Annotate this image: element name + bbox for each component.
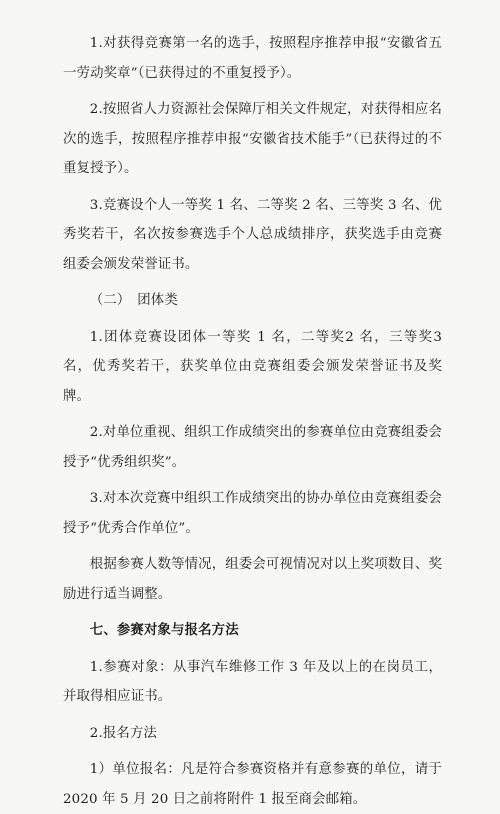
section-heading-team: （二） 团体类 bbox=[89, 293, 178, 308]
paragraph-participants: 1.参赛对象：从事汽车维修工作 3 年及以上的在岗员工，并取得相应证书。 bbox=[63, 659, 442, 704]
paragraph-individual-prizes: 3.竞赛设个人一等奖 1 名、二等奖 2 名、三等奖 3 名、优秀奖若干，名次按参赛选手个人总成绩排序，获奖选手由竞赛组委会颁发荣誉证书。 bbox=[63, 197, 442, 272]
paragraph-team-prizes: 1.团体竞赛设团体一等奖 1 名，二等奖2 名，三等奖3 名，优秀奖若干，获奖单位由竞赛组委会颁发荣誉证书及奖牌。 bbox=[63, 329, 442, 404]
paragraph-adjustment: 根据参赛人数等情况，组委会可视情况对以上奖项数目、奖励进行适当调整。 bbox=[63, 557, 442, 602]
paragraph-award-technical-expert: 2.按照省人力资源社会保障厅相关文件规定，对获得相应名次的选手，按照程序推荐申报“安徽省技术能手”（已获得过的不重复授予）。 bbox=[63, 102, 442, 176]
paragraph-organization-award: 2.对单位重视、组织工作成绩突出的参赛单位由竞赛组委会授予“优秀组织奖”。 bbox=[63, 425, 442, 470]
paragraph-cooperation-award: 3.对本次竞赛中组织工作成绩突出的协办单位由竞赛组委会授予“优秀合作单位”。 bbox=[63, 491, 442, 536]
paragraph-award-labor-medal: 1.对获得竞赛第一名的选手，按照程序推荐申报“安徽省五一劳动奖章”（已获得过的不重复授予）。 bbox=[63, 36, 442, 81]
paragraph-registration-unit: 1）单位报名：凡是符合参赛资格并有意参赛的单位，请于 2020 年 5 月 20 日之前将附件 1 报至商会邮箱。 bbox=[63, 762, 442, 807]
section-heading-participants: 七、参赛对象与报名方法 bbox=[89, 622, 239, 638]
paragraph-registration-heading: 2.报名方法 bbox=[89, 725, 158, 741]
